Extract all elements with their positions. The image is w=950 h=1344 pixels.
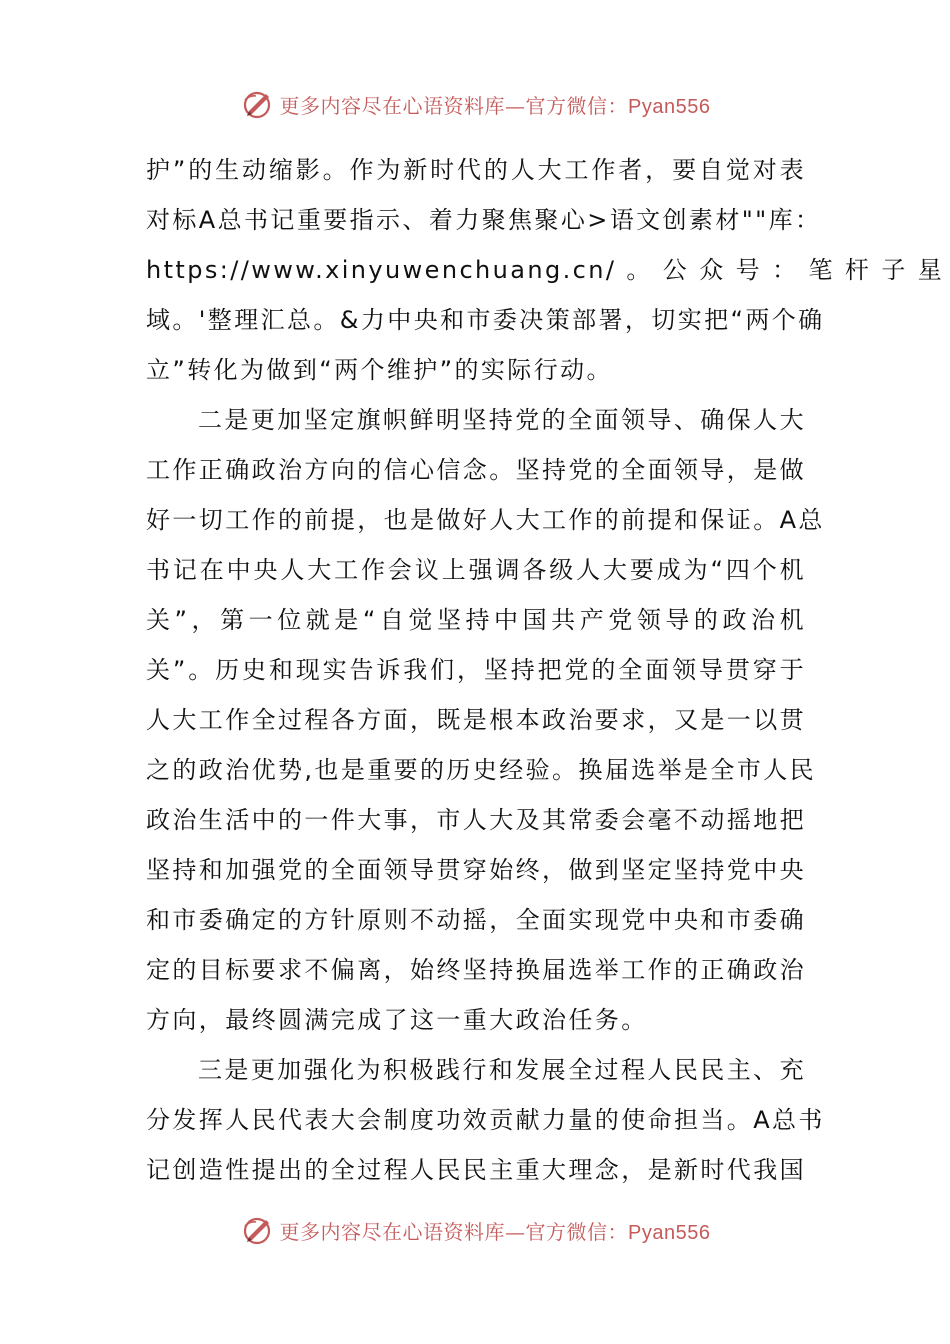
text-line: 关”。历史和现实告诉我们，坚持把党的全面领导贯穿于 — [146, 656, 806, 684]
header-banner-text — [280, 90, 711, 119]
text-line: 记创造性提出的全过程人民民主重大理念，是新时代我国 — [146, 1156, 806, 1184]
header-banner-label: 更多内容尽在心语资料库—官方微信： — [279, 93, 629, 118]
text-line: 域。'整理汇总。&力中央和市委决策部署，切实把“两个确 — [146, 306, 825, 334]
text-line: 立”转化为做到“两个维护”的实际行动。 — [146, 356, 613, 384]
text-line: 和市委确定的方针原则不动摇，全面实现党中央和市委确 — [146, 906, 806, 934]
footer-banner-wechat-id: Pyan556 — [628, 1221, 711, 1244]
text-line: 好一切工作的前提，也是做好人大工作的前提和保证。A总 — [146, 506, 825, 534]
document-body — [146, 145, 945, 1195]
footer-banner-text — [280, 1216, 711, 1245]
paragraph-start-line: 三是更加强化为积极践行和发展全过程人民民主、充 — [198, 1056, 806, 1084]
text-line: https://www.xinyuwenchuang.cn/ 。 公 众 号 ： 笔 杆 子 星 — [146, 256, 945, 284]
header-banner-wechat-id: Pyan556 — [628, 95, 711, 118]
text-line: 分发挥人民代表大会制度功效贡献力量的使命担当。A总书 — [146, 1106, 825, 1134]
pen-logo-icon — [240, 1213, 274, 1247]
footer-banner — [0, 1210, 950, 1250]
footer-banner-inner — [240, 1213, 711, 1247]
text-line: 之的政治优势,也是重要的历史经验。换届选举是全市人民 — [146, 756, 817, 784]
paragraph-start-line: 二是更加坚定旗帜鲜明坚持党的全面领导、确保人大 — [198, 406, 806, 434]
text-line: 政治生活中的一件大事，市人大及其常委会毫不动摇地把 — [146, 806, 806, 834]
text-line: 书记在中央人大工作会议上强调各级人大要成为“四个机 — [146, 556, 806, 584]
text-line: 定的目标要求不偏离，始终坚持换届选举工作的正确政治 — [146, 956, 806, 984]
pen-logo-icon — [240, 87, 274, 121]
footer-banner-label: 更多内容尽在心语资料库—官方微信： — [279, 1219, 629, 1244]
text-line: 方向，最终圆满完成了这一重大政治任务。 — [146, 1006, 648, 1034]
text-line: 坚持和加强党的全面领导贯穿始终，做到坚定坚持党中央 — [146, 856, 806, 884]
text-line: 对标A总书记重要指示、着力聚焦聚心>语文创素材""库： — [146, 206, 822, 234]
header-banner-inner — [240, 87, 711, 121]
text-line: 人大工作全过程各方面，既是根本政治要求，又是一以贯 — [146, 706, 806, 734]
header-banner — [0, 84, 950, 124]
text-line: 工作正确政治方向的信心信念。坚持党的全面领导，是做 — [146, 456, 806, 484]
text-line: 关”，第一位就是“自觉坚持中国共产党领导的政治机 — [146, 606, 806, 634]
text-line: 护”的生动缩影。作为新时代的人大工作者，要自觉对表 — [146, 156, 806, 184]
